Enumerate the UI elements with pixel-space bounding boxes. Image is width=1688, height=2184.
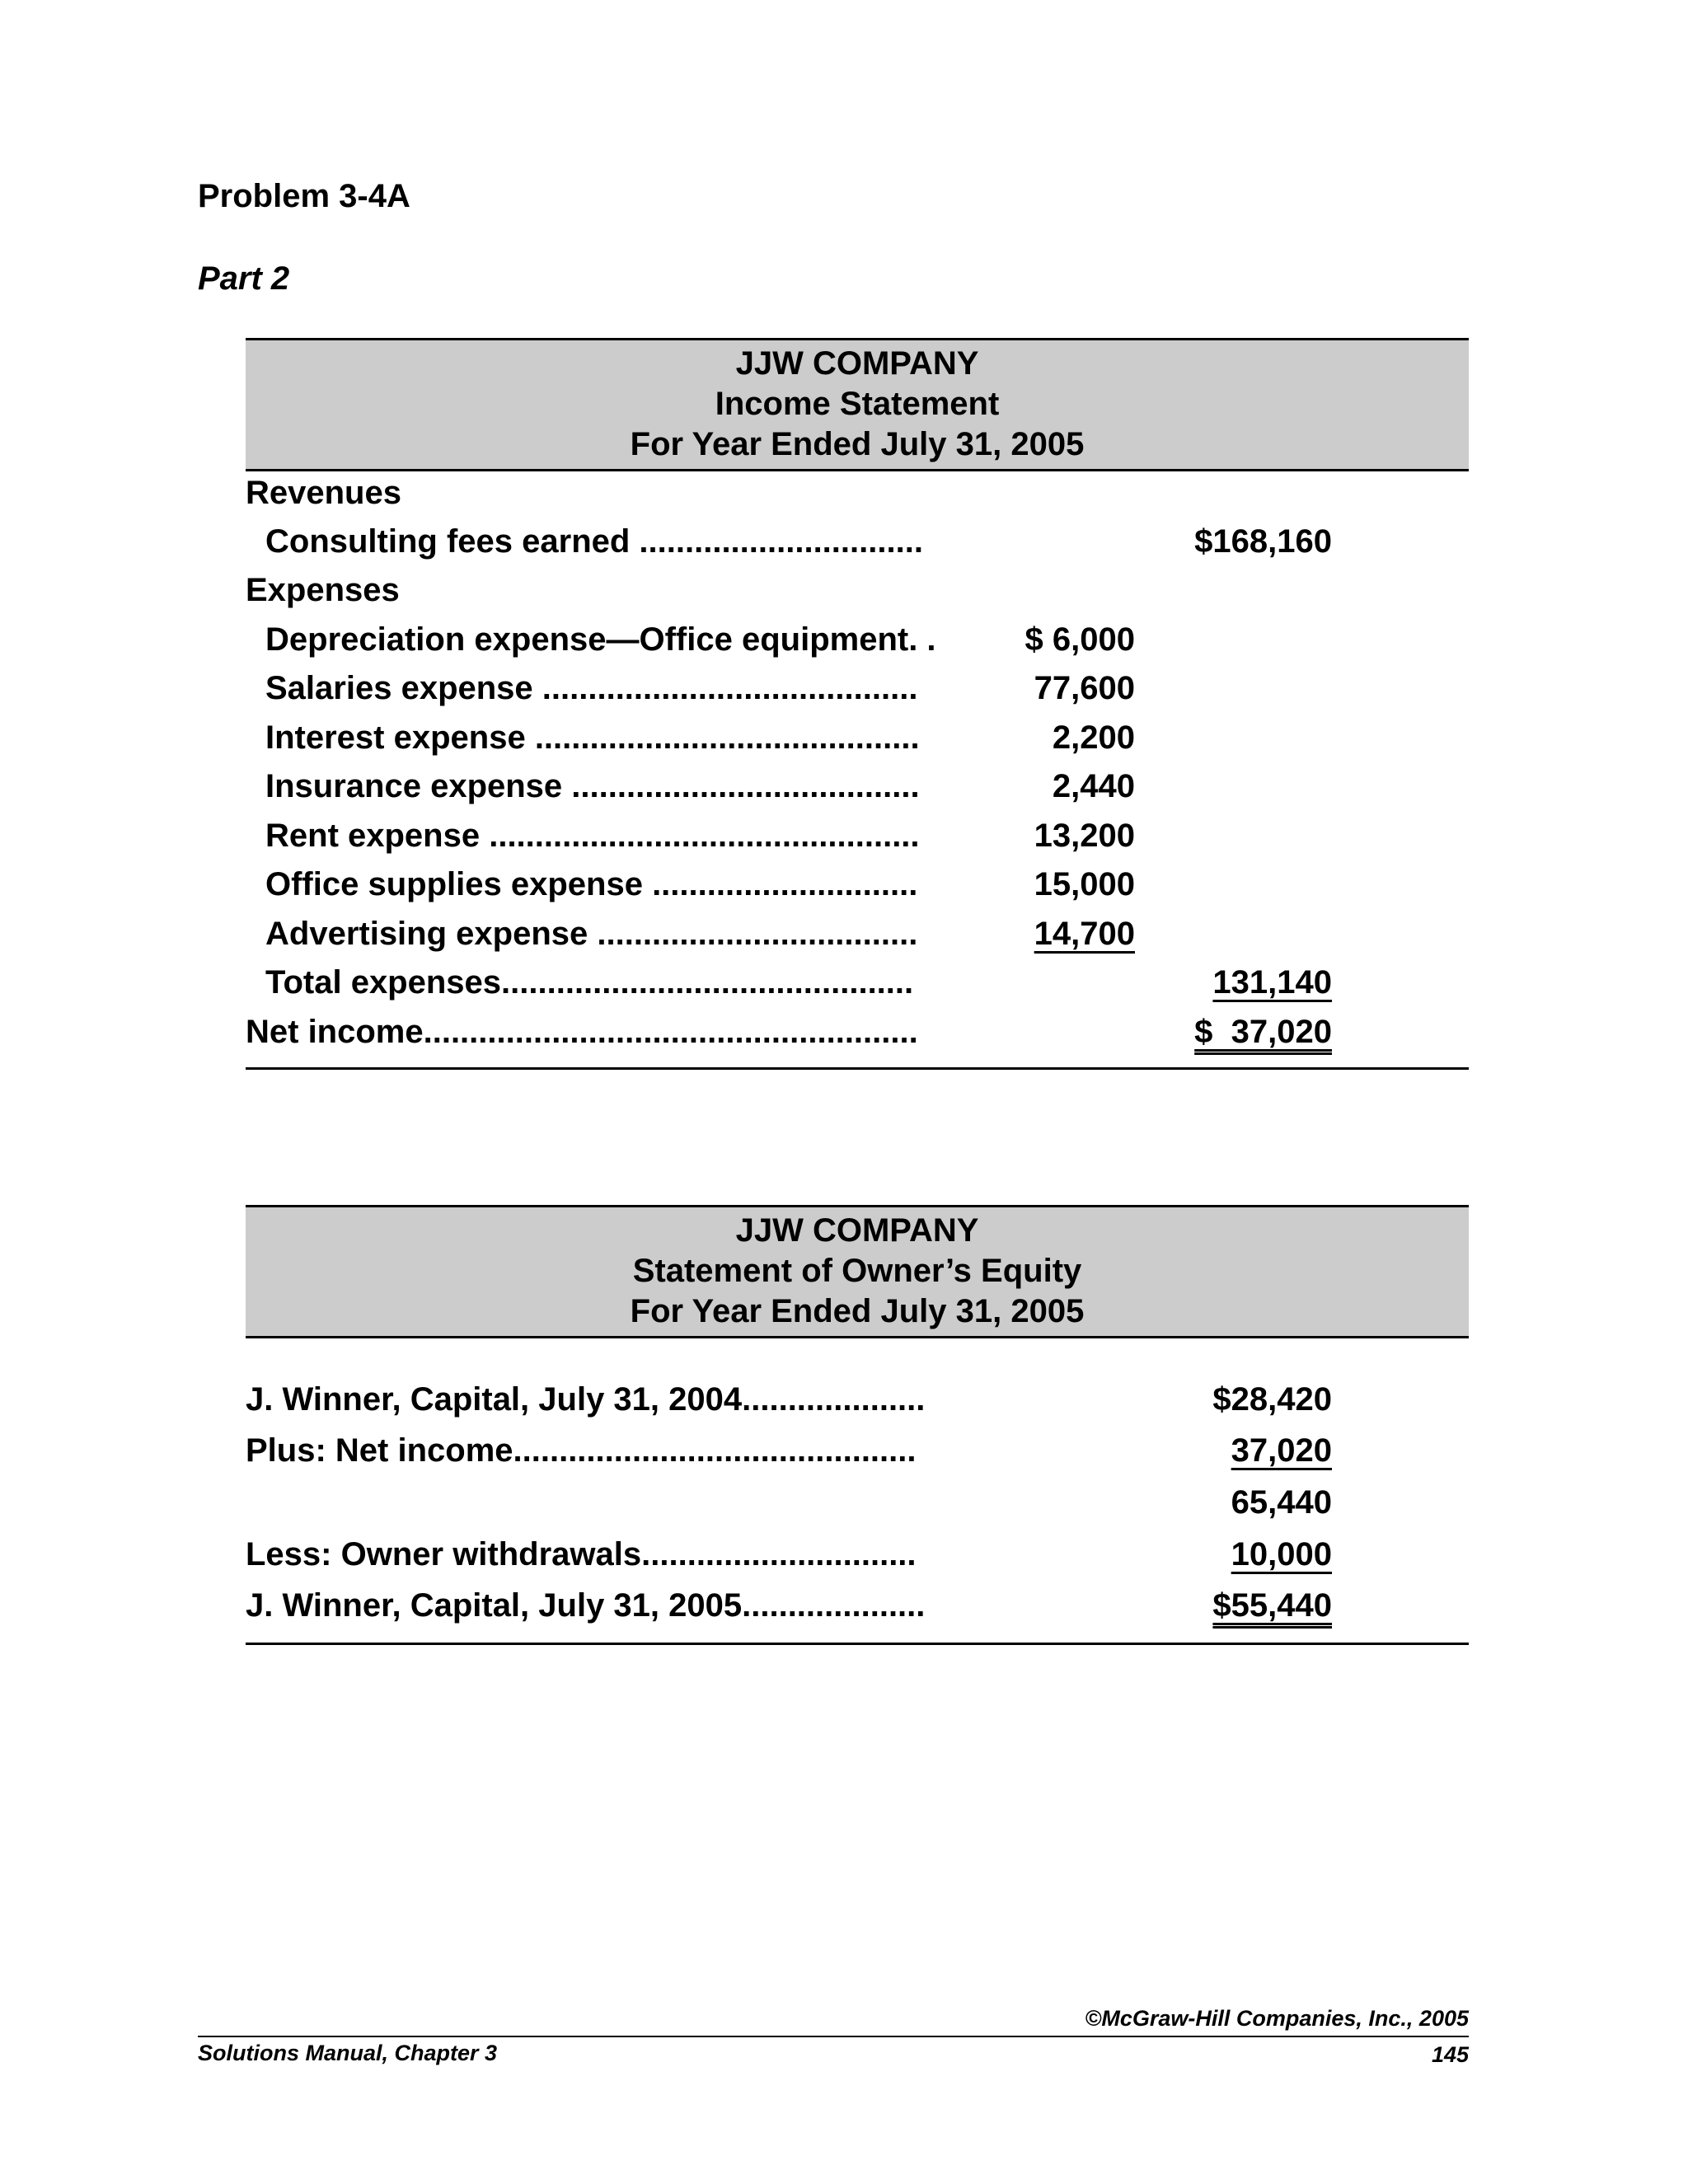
expense-row (246, 916, 1469, 962)
statement-period: For Year Ended July 31, 2005 (630, 426, 1085, 462)
plus-net-income-label: Plus: Net income............................................ (246, 1432, 917, 1469)
net-income-amount: $ 37,020 (1194, 1014, 1332, 1050)
revenues-heading-row (246, 475, 1469, 521)
withdrawals-label: Less: Owner withdrawals.............................. (246, 1536, 917, 1572)
capital-end-row (246, 1587, 1469, 1633)
expense-amount: $ 6,000 (1025, 621, 1135, 658)
footer-page-number: 145 (1431, 2042, 1469, 2067)
expense-label: Insurance expense ...................................... (265, 768, 920, 804)
plus-net-income-amount: 37,020 (1231, 1432, 1332, 1469)
expenses-heading-row (246, 572, 1469, 618)
owners-equity-header (246, 1205, 1469, 1338)
expense-row (246, 621, 1469, 668)
expense-row (246, 670, 1469, 716)
expense-label: Depreciation expense—Office equipment. . (265, 621, 936, 658)
income-statement-header (246, 338, 1469, 471)
income-statement (246, 338, 1469, 1050)
owners-equity-statement (246, 1205, 1469, 1624)
company-name: JJW COMPANY (735, 1212, 979, 1249)
expense-amount: 13,200 (1034, 818, 1135, 854)
capital-end-amount: $55,440 (1212, 1587, 1332, 1624)
expense-amount: 14,700 (1034, 916, 1135, 952)
expense-label: Rent expense ............................................... (265, 818, 920, 854)
withdrawals-amount: 10,000 (1231, 1536, 1332, 1572)
net-income-label: Net income...................................................... (246, 1014, 918, 1050)
expense-amount: 2,200 (1052, 719, 1135, 756)
capital-end-label: J. Winner, Capital, July 31, 2005.................... (246, 1587, 926, 1624)
expense-amount: 15,000 (1034, 866, 1135, 902)
revenue-label: Consulting fees earned ............................... (265, 523, 923, 560)
problem-title: Problem 3-4A (198, 178, 410, 214)
expenses-heading: Expenses (246, 572, 400, 608)
statement-title: Income Statement (715, 386, 1000, 422)
subtotal-row (246, 1484, 1469, 1530)
company-name: JJW COMPANY (735, 345, 979, 382)
expense-row (246, 866, 1469, 912)
subtotal-amount: 65,440 (1231, 1484, 1332, 1521)
statement-end-rule (246, 1067, 1469, 1070)
expense-label: Office supplies expense ............................. (265, 866, 918, 902)
expense-amount: 2,440 (1052, 768, 1135, 804)
withdrawals-row (246, 1536, 1469, 1582)
total-expenses-amount: 131,140 (1212, 964, 1332, 1001)
footer-rule (198, 2036, 1469, 2037)
revenue-amount: $168,160 (1194, 523, 1332, 560)
statement-period: For Year Ended July 31, 2005 (630, 1293, 1085, 1329)
part-title: Part 2 (198, 260, 290, 297)
revenue-row (246, 523, 1469, 569)
capital-begin-row (246, 1381, 1469, 1427)
expense-label: Salaries expense ......................................... (265, 670, 918, 706)
expense-label: Interest expense .......................................... (265, 719, 920, 756)
net-income-row (246, 1014, 1469, 1060)
expense-amount: 77,600 (1034, 670, 1135, 706)
expense-row (246, 719, 1469, 766)
statement-end-rule (246, 1643, 1469, 1645)
statement-title: Statement of Owner’s Equity (632, 1253, 1082, 1289)
expense-label: Advertising expense ................................... (265, 916, 918, 952)
total-expenses-row (246, 964, 1469, 1010)
total-expenses-label: Total expenses............................................. (265, 964, 914, 1001)
capital-begin-amount: $28,420 (1212, 1381, 1332, 1418)
expense-row (246, 768, 1469, 814)
expense-row (246, 818, 1469, 864)
plus-net-income-row (246, 1432, 1469, 1479)
footer-manual: Solutions Manual, Chapter 3 (198, 2041, 498, 2065)
capital-begin-label: J. Winner, Capital, July 31, 2004.................... (246, 1381, 926, 1418)
footer-copyright: ©McGraw-Hill Companies, Inc., 2005 (1085, 2006, 1469, 2031)
revenues-heading: Revenues (246, 475, 401, 511)
